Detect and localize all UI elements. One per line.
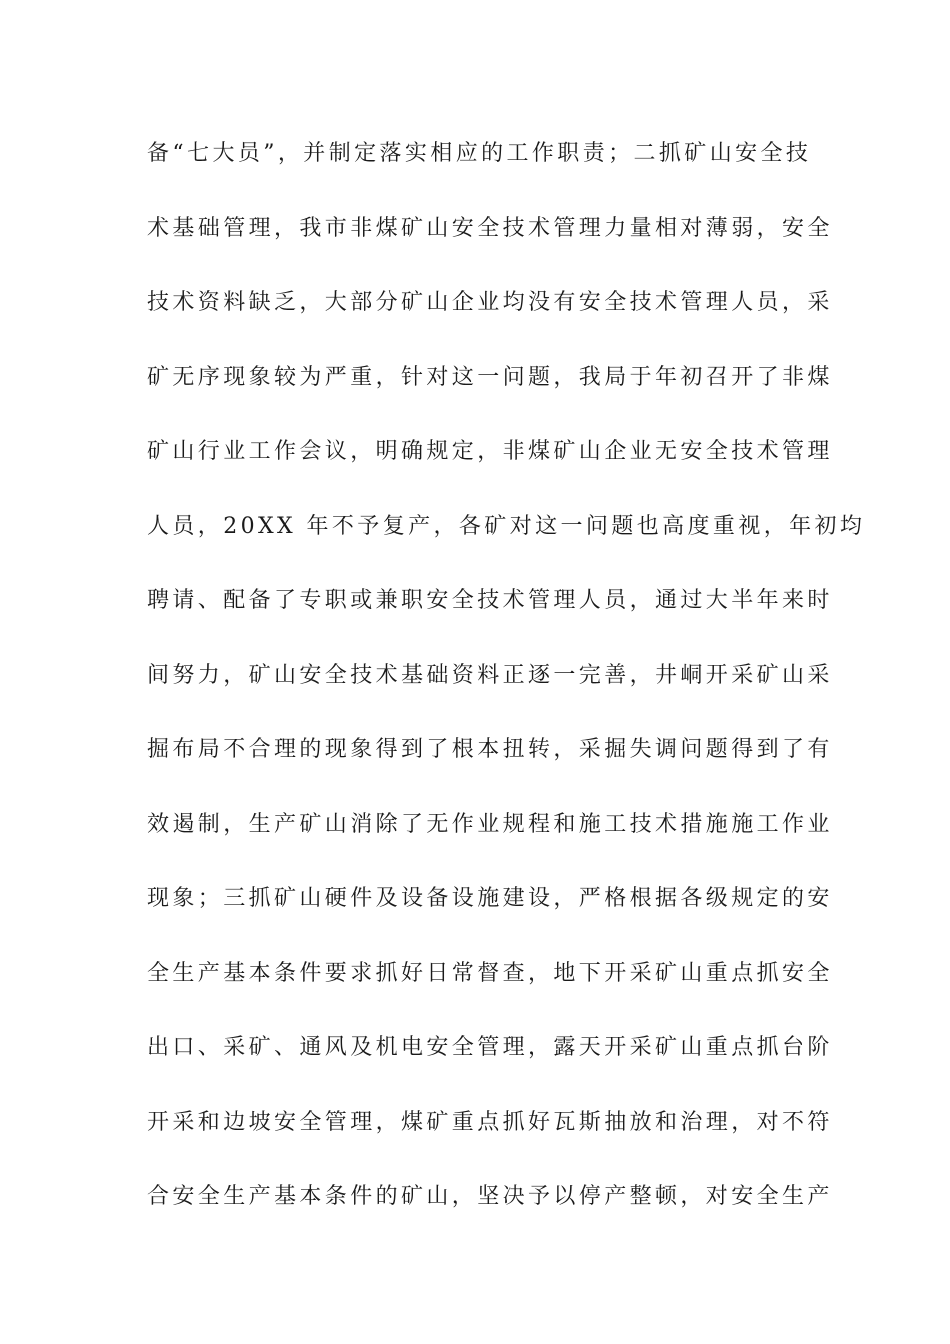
text-line: 现象；三抓矿山硬件及设备设施建设，严格根据各级规定的安 [147, 886, 833, 911]
text-line: 间努力，矿山安全技术基础资料正逐一完善，井峒开采矿山采 [147, 662, 833, 688]
text-line: 矿山行业工作会议，明确规定，非煤矿山企业无安全技术管理 [147, 439, 833, 464]
text-line: 备“七大员”，并制定落实相应的工作职责；二抓矿山安全技 [147, 141, 812, 166]
text-line: 合安全生产基本条件的矿山，坚决予以停产整顿，对安全生产 [147, 1184, 833, 1209]
text-line: 术基础管理，我市非煤矿山安全技术管理力量相对薄弱，安全 [147, 215, 833, 241]
text-line: 技术资料缺乏，大部分矿山企业均没有安全技术管理人员，采 [147, 290, 833, 315]
text-line: 矿无序现象较为严重，针对这一问题，我局于年初召开了非煤 [147, 364, 833, 390]
body-text [147, 130, 866, 1248]
text-line: 开采和边坡安全管理，煤矿重点抓好瓦斯抽放和治理，对不符 [147, 1109, 833, 1135]
text-line: 效遏制，生产矿山消除了无作业规程和施工技术措施施工作业 [147, 811, 833, 837]
text-line: 聘请、配备了专职或兼职安全技术管理人员，通过大半年来时 [147, 588, 833, 613]
text-line: 出口、采矿、通风及机电安全管理，露天开采矿山重点抓台阶 [147, 1035, 833, 1060]
text-line: 掘布局不合理的现象得到了根本扭转，采掘失调问题得到了有 [147, 737, 833, 762]
text-line: 人员，20XX 年不予复产，各矿对这一问题也高度重视，年初均 [147, 513, 866, 539]
text-line: 全生产基本条件要求抓好日常督查，地下开采矿山重点抓安全 [147, 960, 833, 986]
